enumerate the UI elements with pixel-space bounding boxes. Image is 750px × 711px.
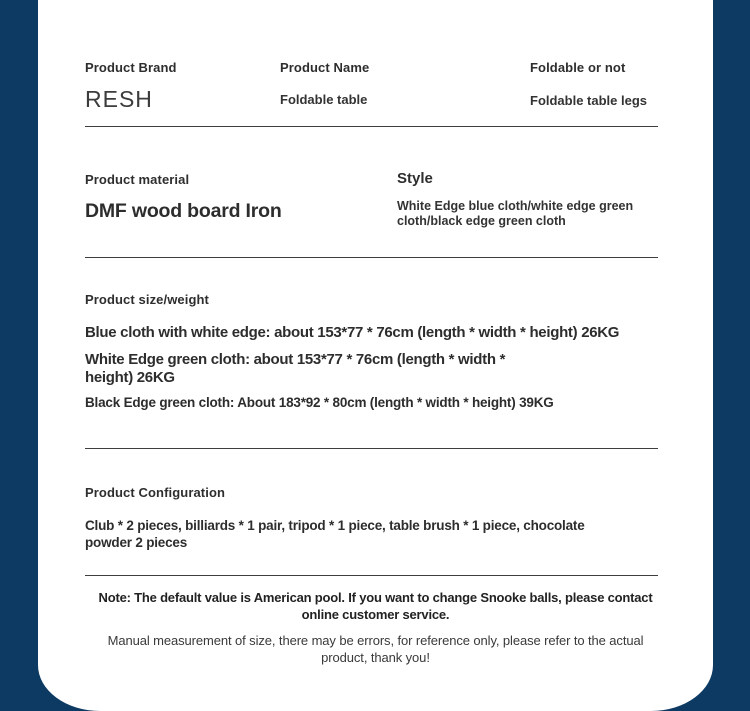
size-blue-cloth-line: Blue cloth with white edge: about 153*77 * 76cm (length * width * height) 26KG [85, 324, 620, 341]
size-black-edge-line: Black Edge green cloth: About 183*92 * 80cm (length * width * height) 39KG [85, 395, 554, 410]
note-line-1: Note: The default value is American pool. If you want to change Snooke balls, please contact [98, 590, 653, 605]
right-navy-bar [713, 0, 750, 711]
product-brand-value: RESH [85, 86, 153, 112]
foldable-or-not-value: Foldable table legs [530, 93, 648, 108]
configuration-line-1: Club * 2 pieces, billiards * 1 pair, tripod * 1 piece, table brush * 1 piece, chocolate [85, 518, 585, 533]
size-white-edge-line-2: height) 26KG [85, 369, 175, 386]
product-configuration-label: Product Configuration [85, 485, 226, 500]
section-divider [85, 257, 658, 258]
foldable-or-not-label: Foldable or not [530, 60, 626, 75]
style-value-line-2: cloth/black edge green cloth [397, 214, 566, 228]
product-name-label: Product Name [280, 60, 370, 75]
product-material-value: DMF wood board Iron [85, 200, 282, 222]
style-label: Style [397, 170, 433, 187]
note-line-2: online customer service. [301, 607, 450, 622]
section-divider [85, 575, 658, 576]
section-divider [85, 126, 658, 127]
spec-card [38, 0, 713, 711]
left-navy-bar [0, 0, 38, 711]
product-size-weight-label: Product size/weight [85, 292, 209, 307]
product-material-label: Product material [85, 172, 190, 187]
disclaimer-line-1: Manual measurement of size, there may be errors, for reference only, please refer to the actual [107, 633, 644, 648]
product-name-value: Foldable table [280, 92, 368, 107]
section-divider [85, 448, 658, 449]
product-brand-label: Product Brand [85, 60, 177, 75]
disclaimer-line-2: product, thank you! [321, 650, 430, 665]
size-white-edge-line-1: White Edge green cloth: about 153*77 * 76cm (length * width * [85, 351, 506, 368]
style-value-line-1: White Edge blue cloth/white edge green [397, 199, 634, 213]
configuration-line-2: powder 2 pieces [85, 535, 188, 550]
